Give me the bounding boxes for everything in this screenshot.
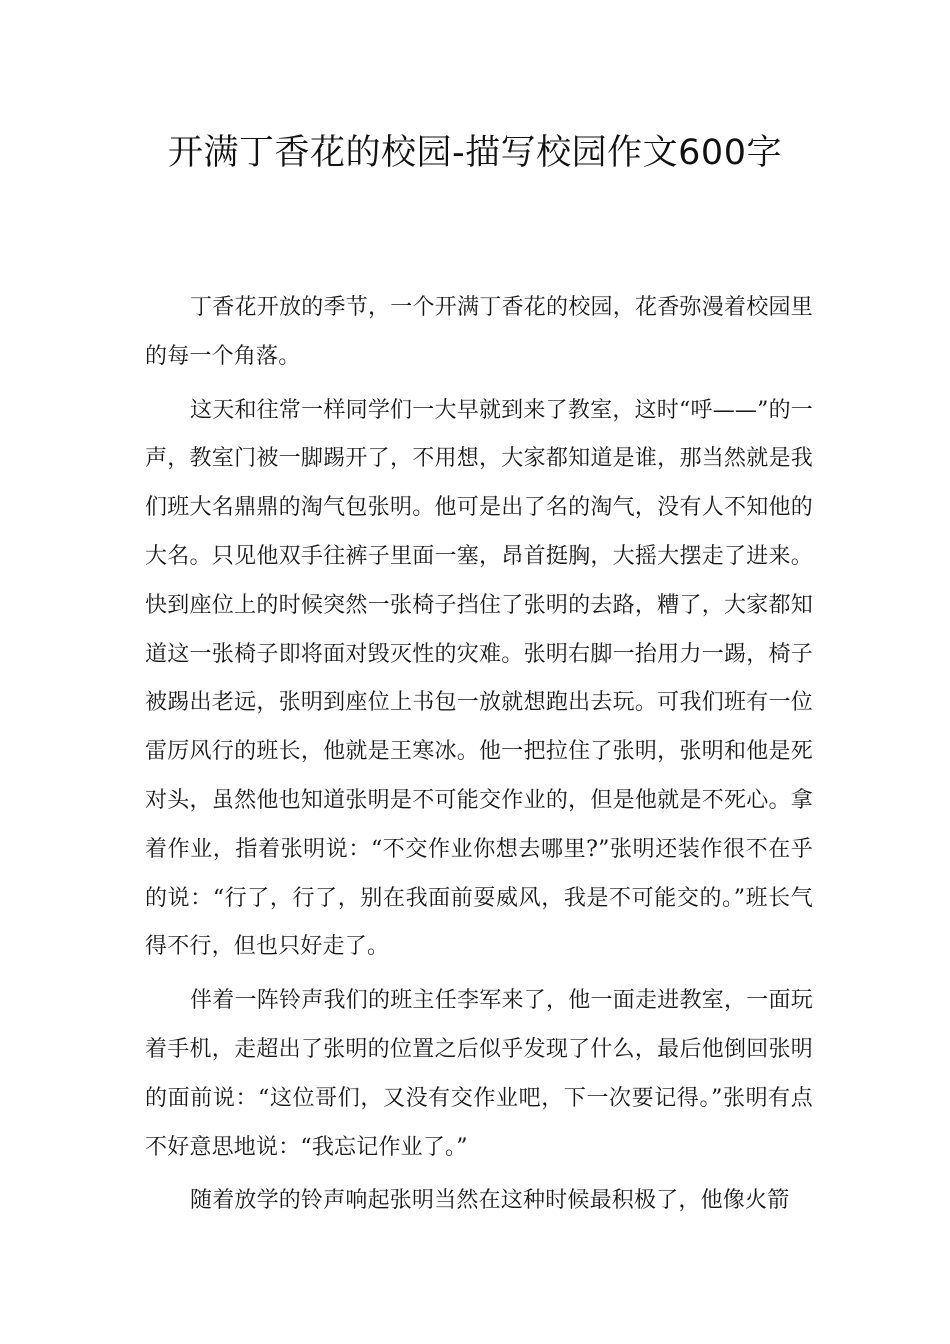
document-title: 开满丁香花的校园-描写校园作文600字	[168, 133, 782, 173]
paragraph: 随着放学的铃声响起张明当然在这种时候最积极了，他像火箭	[190, 1188, 790, 1214]
paragraph: 伴着一阵铃声我们的班主任李军来了，他一面走进教室，一面玩着手机，走超出了张明的位置之后似乎发现了什么，最后他倒回张明的面前说：“这位哥们，又没有交作业吧，下一次要记得。”张明有点不好意思地说：“我忘记作业了。”	[145, 988, 813, 1160]
paragraph: 丁香花开放的季节，一个开满丁香花的校园，花香弥漫着校园里的每一个角落。	[145, 295, 813, 369]
paragraph: 这天和往常一样同学们一大早就到来了教室，这时“呼——”的一声，教室门被一脚踢开了，不用想，大家都知道是谁，那当然就是我们班大名鼎鼎的淘气包张明。他可是出了名的淘气，没有人不知他的大名。只见他双手往裤子里面一塞，昂首挺胸，大摇大摆走了进来。快到座位上的时候突然一张椅子挡住了张明的去路，糟了，大家都知道这一张椅子即将面对毁灭性的灾难。张明右脚一抬用力一踢，椅子被踢出老远，张明到座位上书包一放就想跑出去玩。可我们班有一位雷厉风行的班长，他就是王寒冰。他一把拉住了张明，张明和他是死对头，虽然他也知道张明是不可能交作业的，但是他就是不死心。拿着作业，指着张明说：“不交作业你想去哪里?”张明还装作很不在乎的说：“行了，行了，别在我面前耍威风，我是不可能交的。”班长气得不行，但也只好走了。	[145, 397, 813, 960]
document-body	[145, 284, 813, 1231]
